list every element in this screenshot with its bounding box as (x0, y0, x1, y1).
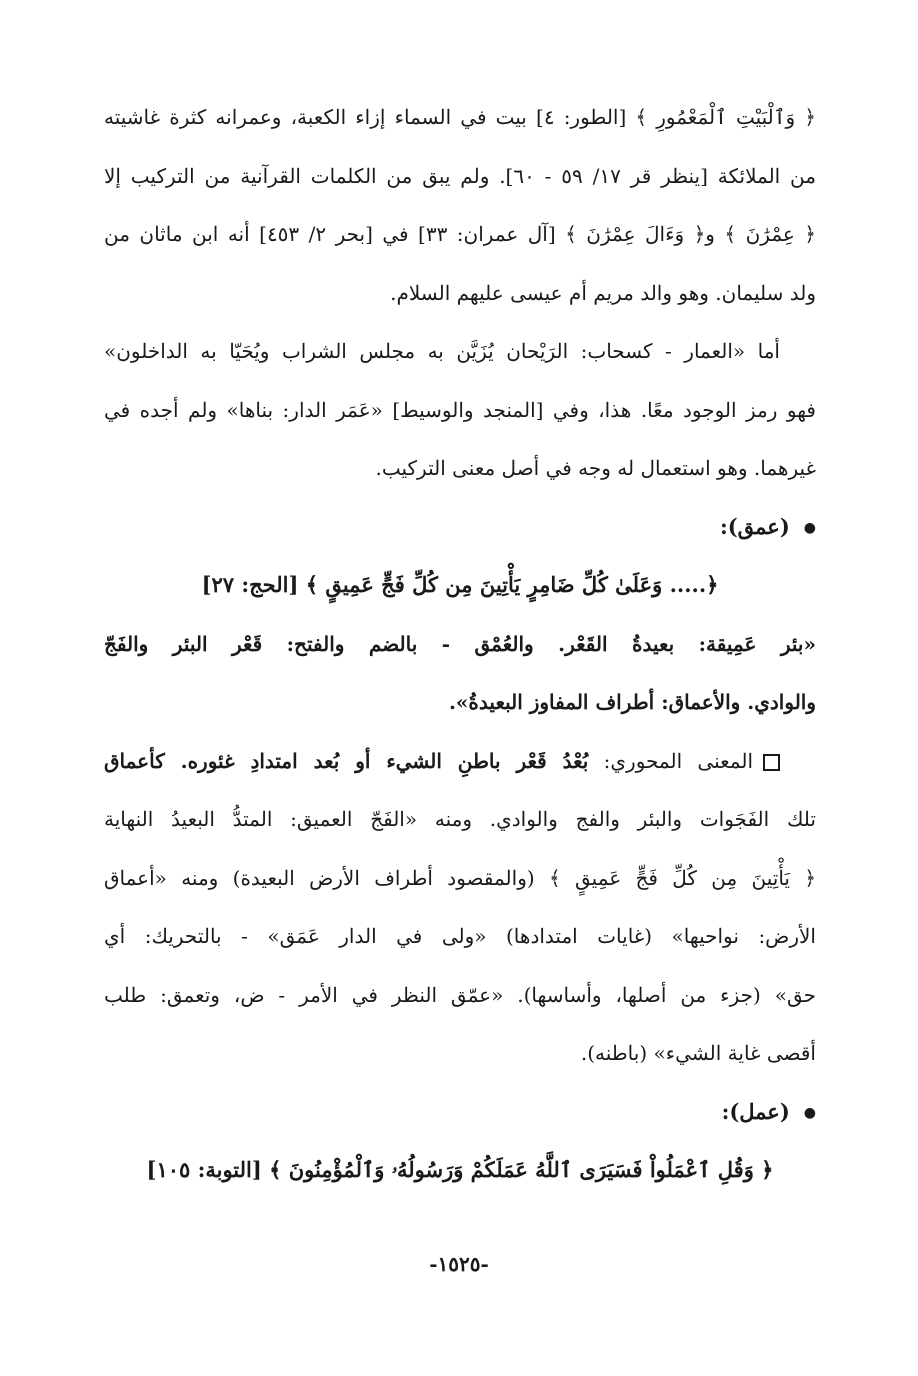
core-meaning-line-4: الأرض: نواحيها» (غايات امتدادها) «ولى في الدار عَمَق» - بالتحريك: أي (104, 924, 816, 948)
text-line-5: أما «العمار - كسحاب: الرَيْحان يُزَيَّن به مجلس الشراب ويُحَيّا به الداخلون» (104, 339, 780, 363)
core-meaning-label: المعنى المحوري: (603, 748, 754, 773)
text-line-6: فهو رمز الوجود معًا. هذا، وفي [المنجد والوسيط] «عَمَر الدار: بناها» ولم أجده في (104, 397, 816, 422)
core-meaning-text: بُعْدُ قَعْر باطنِ الشيء أو بُعد امتدادِ غئوره. كأعماق (104, 748, 589, 773)
quran-verse-amq: ﴿..... وَعَلَىٰ كُلِّ ضَامِرٍ يَأْتِينَ مِن كُلِّ فَجٍّ عَمِيقٍ ﴾ [الحج: ٢٧] (201, 572, 719, 597)
bullet-icon: ● (803, 519, 816, 536)
page-body (104, 88, 816, 1200)
quran-verse-aml: ﴿ وَقُلِ ٱعْمَلُواْ فَسَيَرَى ٱللَّهُ عَمَلَكُمْ وَرَسُولُهُۥ وَٱلْمُؤْمِنُونَ ﴾ [التوبة: ١٠٥] (146, 1157, 774, 1182)
definition-line-2: والوادي. والأعماق: أطراف المفاوز البعيدةُ». (448, 690, 816, 714)
core-meaning-line-2: تلك الفَجَوات والبئر والفج والوادي. ومنه «الفَجّ العميق: المتدُّ البعيدُ النهاية (104, 807, 816, 831)
text-line-4: ولد سليمان. وهو والد مريم أم عيسى عليهم السلام. (390, 280, 816, 305)
core-meaning-line-1 (104, 732, 816, 791)
definition-line-1: «بئر عَمِيقة: بعيدةُ القَعْر. والعُمْق - بالضم والفتح: قَعْر البئر والفَجّ (104, 631, 816, 656)
core-meaning-line-6: أقصى غاية الشيء» (باطنه). (580, 1041, 816, 1065)
page-number: -١٥٢٥- (429, 1252, 489, 1276)
entry-heading-aml-label: (عمل): (721, 1098, 790, 1124)
text-line-1: ﴿ وَٱلْبَيْتِ ٱلْمَعْمُورِ ﴾ [الطور: ٤] بيت في السماء إزاء الكعبة، وعمرانه كثرة غاشيته (104, 105, 816, 129)
text-line-2: من الملائكة [ينظر قر ١٧/ ٥٩ - ٦٠]. ولم يبق من الكلمات القرآنية من التركيب إلا (104, 163, 816, 188)
core-meaning-line-5: حق» (جزء من أصلها، وأساسها). «عمّق النظر في الأمر - ض، وتعمق: طلب (104, 982, 816, 1007)
entry-heading-aml (104, 1083, 816, 1142)
entry-heading-amq (104, 498, 816, 557)
text-line-7: غيرهما. وهو استعمال له وجه في أصل معنى التركيب. (375, 456, 816, 480)
text-line-3: ﴿ عِمْرَٰنَ ﴾ و﴿ وَءَالَ عِمْرَٰنَ ﴾ [آل عمران: ٣٣] في [بحر ٢/ ٤٥٣] أنه ابن ماثان من (104, 222, 816, 246)
core-meaning-line-3: ﴿ يَأْتِينَ مِن كُلِّ فَجٍّ عَمِيقٍ ﴾ (والمقصود أطراف الأرض البعيدة) ومنه «أعماق (104, 865, 816, 890)
entry-heading-amq-label: (عمق): (719, 513, 790, 539)
square-box-icon (763, 754, 780, 771)
bullet-icon: ● (803, 1104, 816, 1121)
